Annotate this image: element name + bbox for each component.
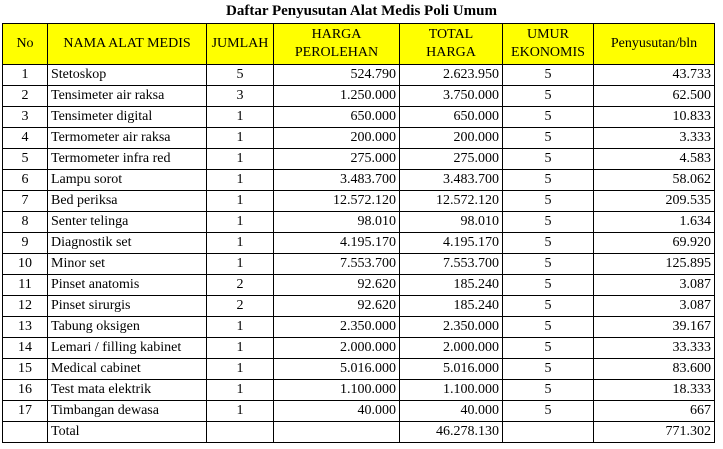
cell-qty[interactable]: 1 — [207, 254, 274, 275]
header-name[interactable]: NAMA ALAT MEDIS — [48, 24, 207, 65]
table-row — [3, 107, 715, 128]
cell-no[interactable]: 8 — [3, 212, 48, 233]
cell-price[interactable]: 650.000 — [274, 107, 400, 128]
cell-life[interactable]: 5 — [503, 170, 594, 191]
cell-depreciation[interactable]: 58.062 — [594, 170, 715, 191]
table-row — [3, 296, 715, 317]
cell-qty[interactable]: 1 — [207, 149, 274, 170]
cell-total[interactable]: 185.240 — [400, 275, 503, 296]
cell-depreciation[interactable]: 667 — [594, 401, 715, 422]
cell-no[interactable]: 10 — [3, 254, 48, 275]
cell-life[interactable]: 5 — [503, 401, 594, 422]
cell-name[interactable]: Test mata elektrik — [48, 380, 207, 401]
cell-total[interactable]: 650.000 — [400, 107, 503, 128]
cell-total[interactable]: 3.750.000 — [400, 86, 503, 107]
cell-life[interactable]: 5 — [503, 191, 594, 212]
cell-depreciation[interactable]: 39.167 — [594, 317, 715, 338]
cell-no[interactable]: 1 — [3, 65, 48, 86]
total-row — [3, 422, 715, 443]
cell-price[interactable]: 4.195.170 — [274, 233, 400, 254]
cell-depreciation[interactable]: 1.634 — [594, 212, 715, 233]
total-price-cell[interactable] — [274, 422, 400, 443]
cell-qty[interactable]: 1 — [207, 212, 274, 233]
cell-no[interactable]: 6 — [3, 170, 48, 191]
cell-depreciation[interactable]: 62.500 — [594, 86, 715, 107]
cell-life[interactable]: 5 — [503, 65, 594, 86]
cell-depreciation[interactable]: 43.733 — [594, 65, 715, 86]
total-label[interactable]: Total — [48, 422, 207, 443]
cell-life[interactable]: 5 — [503, 275, 594, 296]
cell-qty[interactable]: 1 — [207, 191, 274, 212]
cell-no[interactable]: 15 — [3, 359, 48, 380]
cell-price[interactable]: 92.620 — [274, 296, 400, 317]
cell-qty[interactable]: 5 — [207, 65, 274, 86]
cell-name[interactable]: Senter telinga — [48, 212, 207, 233]
cell-qty[interactable]: 1 — [207, 380, 274, 401]
cell-life[interactable]: 5 — [503, 149, 594, 170]
cell-life[interactable]: 5 — [503, 359, 594, 380]
cell-total[interactable]: 1.100.000 — [400, 380, 503, 401]
cell-price[interactable]: 275.000 — [274, 149, 400, 170]
cell-life[interactable]: 5 — [503, 107, 594, 128]
cell-name[interactable]: Medical cabinet — [48, 359, 207, 380]
cell-total[interactable]: 3.483.700 — [400, 170, 503, 191]
total-harga-value[interactable]: 46.278.130 — [400, 422, 503, 443]
table-row — [3, 170, 715, 191]
cell-total[interactable]: 7.553.700 — [400, 254, 503, 275]
table-row — [3, 86, 715, 107]
cell-price[interactable]: 98.010 — [274, 212, 400, 233]
cell-price[interactable]: 3.483.700 — [274, 170, 400, 191]
cell-no[interactable]: 5 — [3, 149, 48, 170]
table-row — [3, 128, 715, 149]
cell-price[interactable]: 1.250.000 — [274, 86, 400, 107]
cell-name[interactable]: Termometer infra red — [48, 149, 207, 170]
header-life[interactable]: UMUR EKONOMIS — [503, 24, 594, 65]
cell-total[interactable]: 12.572.120 — [400, 191, 503, 212]
cell-name[interactable]: Pinset sirurgis — [48, 296, 207, 317]
cell-total[interactable]: 4.195.170 — [400, 233, 503, 254]
cell-life[interactable]: 5 — [503, 296, 594, 317]
cell-total[interactable]: 98.010 — [400, 212, 503, 233]
cell-total[interactable]: 2.000.000 — [400, 338, 503, 359]
cell-qty[interactable]: 3 — [207, 86, 274, 107]
cell-no[interactable]: 4 — [3, 128, 48, 149]
cell-price[interactable]: 92.620 — [274, 275, 400, 296]
table-row — [3, 380, 715, 401]
cell-name[interactable]: Stetoskop — [48, 65, 207, 86]
cell-price[interactable]: 12.572.120 — [274, 191, 400, 212]
cell-qty[interactable]: 1 — [207, 233, 274, 254]
total-depreciation-value[interactable]: 771.302 — [594, 422, 715, 443]
cell-depreciation[interactable]: 33.333 — [594, 338, 715, 359]
table-row — [3, 359, 715, 380]
cell-total[interactable]: 5.016.000 — [400, 359, 503, 380]
cell-total[interactable]: 2.350.000 — [400, 317, 503, 338]
table-row — [3, 338, 715, 359]
cell-life[interactable]: 5 — [503, 233, 594, 254]
table-row — [3, 401, 715, 422]
cell-qty[interactable]: 1 — [207, 107, 274, 128]
cell-depreciation[interactable]: 3.087 — [594, 275, 715, 296]
header-qty[interactable]: JUMLAH — [207, 24, 274, 65]
cell-life[interactable]: 5 — [503, 128, 594, 149]
total-no-cell[interactable] — [3, 422, 48, 443]
header-price[interactable]: HARGA PEROLEHAN — [274, 24, 400, 65]
cell-price[interactable]: 1.100.000 — [274, 380, 400, 401]
cell-name[interactable]: Pinset anatomis — [48, 275, 207, 296]
cell-total[interactable]: 2.623.950 — [400, 65, 503, 86]
cell-name[interactable]: Timbangan dewasa — [48, 401, 207, 422]
cell-no[interactable]: 16 — [3, 380, 48, 401]
cell-qty[interactable]: 1 — [207, 317, 274, 338]
cell-life[interactable]: 5 — [503, 338, 594, 359]
cell-price[interactable]: 524.790 — [274, 65, 400, 86]
cell-qty[interactable]: 1 — [207, 338, 274, 359]
cell-depreciation[interactable]: 125.895 — [594, 254, 715, 275]
cell-depreciation[interactable]: 209.535 — [594, 191, 715, 212]
header-row — [3, 24, 715, 65]
cell-depreciation[interactable]: 18.333 — [594, 380, 715, 401]
total-qty-cell[interactable] — [207, 422, 274, 443]
cell-no[interactable]: 7 — [3, 191, 48, 212]
cell-price[interactable]: 200.000 — [274, 128, 400, 149]
cell-depreciation[interactable]: 83.600 — [594, 359, 715, 380]
cell-no[interactable]: 2 — [3, 86, 48, 107]
cell-qty[interactable]: 1 — [207, 401, 274, 422]
table-row — [3, 317, 715, 338]
cell-life[interactable]: 5 — [503, 212, 594, 233]
cell-total[interactable]: 185.240 — [400, 296, 503, 317]
table-row — [3, 233, 715, 254]
cell-no[interactable]: 11 — [3, 275, 48, 296]
cell-qty[interactable]: 1 — [207, 128, 274, 149]
cell-qty[interactable]: 2 — [207, 275, 274, 296]
table-row — [3, 65, 715, 86]
table-row — [3, 149, 715, 170]
cell-no[interactable]: 3 — [3, 107, 48, 128]
cell-name[interactable]: Lampu sorot — [48, 170, 207, 191]
cell-total[interactable]: 200.000 — [400, 128, 503, 149]
header-depreciation[interactable]: Penyusutan/bln — [594, 24, 715, 65]
cell-name[interactable]: Diagnostik set — [48, 233, 207, 254]
header-total[interactable]: TOTAL HARGA — [400, 24, 503, 65]
cell-name[interactable]: Minor set — [48, 254, 207, 275]
cell-life[interactable]: 5 — [503, 86, 594, 107]
table-row — [3, 212, 715, 233]
cell-no[interactable]: 12 — [3, 296, 48, 317]
cell-qty[interactable]: 1 — [207, 359, 274, 380]
cell-depreciation[interactable]: 3.333 — [594, 128, 715, 149]
cell-name[interactable]: Bed periksa — [48, 191, 207, 212]
total-life-cell[interactable] — [503, 422, 594, 443]
cell-depreciation[interactable]: 10.833 — [594, 107, 715, 128]
cell-life[interactable]: 5 — [503, 254, 594, 275]
cell-no[interactable]: 17 — [3, 401, 48, 422]
cell-name[interactable]: Tabung oksigen — [48, 317, 207, 338]
cell-total[interactable]: 275.000 — [400, 149, 503, 170]
cell-depreciation[interactable]: 4.583 — [594, 149, 715, 170]
cell-depreciation[interactable]: 3.087 — [594, 296, 715, 317]
cell-price[interactable]: 2.000.000 — [274, 338, 400, 359]
cell-name[interactable]: Tensimeter digital — [48, 107, 207, 128]
cell-price[interactable]: 5.016.000 — [274, 359, 400, 380]
cell-price[interactable]: 2.350.000 — [274, 317, 400, 338]
cell-total[interactable]: 40.000 — [400, 401, 503, 422]
depreciation-table — [2, 23, 715, 443]
cell-name[interactable]: Tensimeter air raksa — [48, 86, 207, 107]
cell-price[interactable]: 7.553.700 — [274, 254, 400, 275]
cell-name[interactable]: Termometer air raksa — [48, 128, 207, 149]
table-row — [3, 191, 715, 212]
cell-life[interactable]: 5 — [503, 380, 594, 401]
cell-price[interactable]: 40.000 — [274, 401, 400, 422]
cell-no[interactable]: 14 — [3, 338, 48, 359]
table-row — [3, 254, 715, 275]
cell-name[interactable]: Lemari / filling kabinet — [48, 338, 207, 359]
cell-qty[interactable]: 1 — [207, 170, 274, 191]
cell-life[interactable]: 5 — [503, 317, 594, 338]
cell-qty[interactable]: 2 — [207, 296, 274, 317]
cell-depreciation[interactable]: 69.920 — [594, 233, 715, 254]
header-no[interactable]: No — [3, 24, 48, 65]
page-title: Daftar Penyusutan Alat Medis Poli Umum — [226, 3, 497, 19]
cell-no[interactable]: 9 — [3, 233, 48, 254]
table-row — [3, 275, 715, 296]
cell-no[interactable]: 13 — [3, 317, 48, 338]
